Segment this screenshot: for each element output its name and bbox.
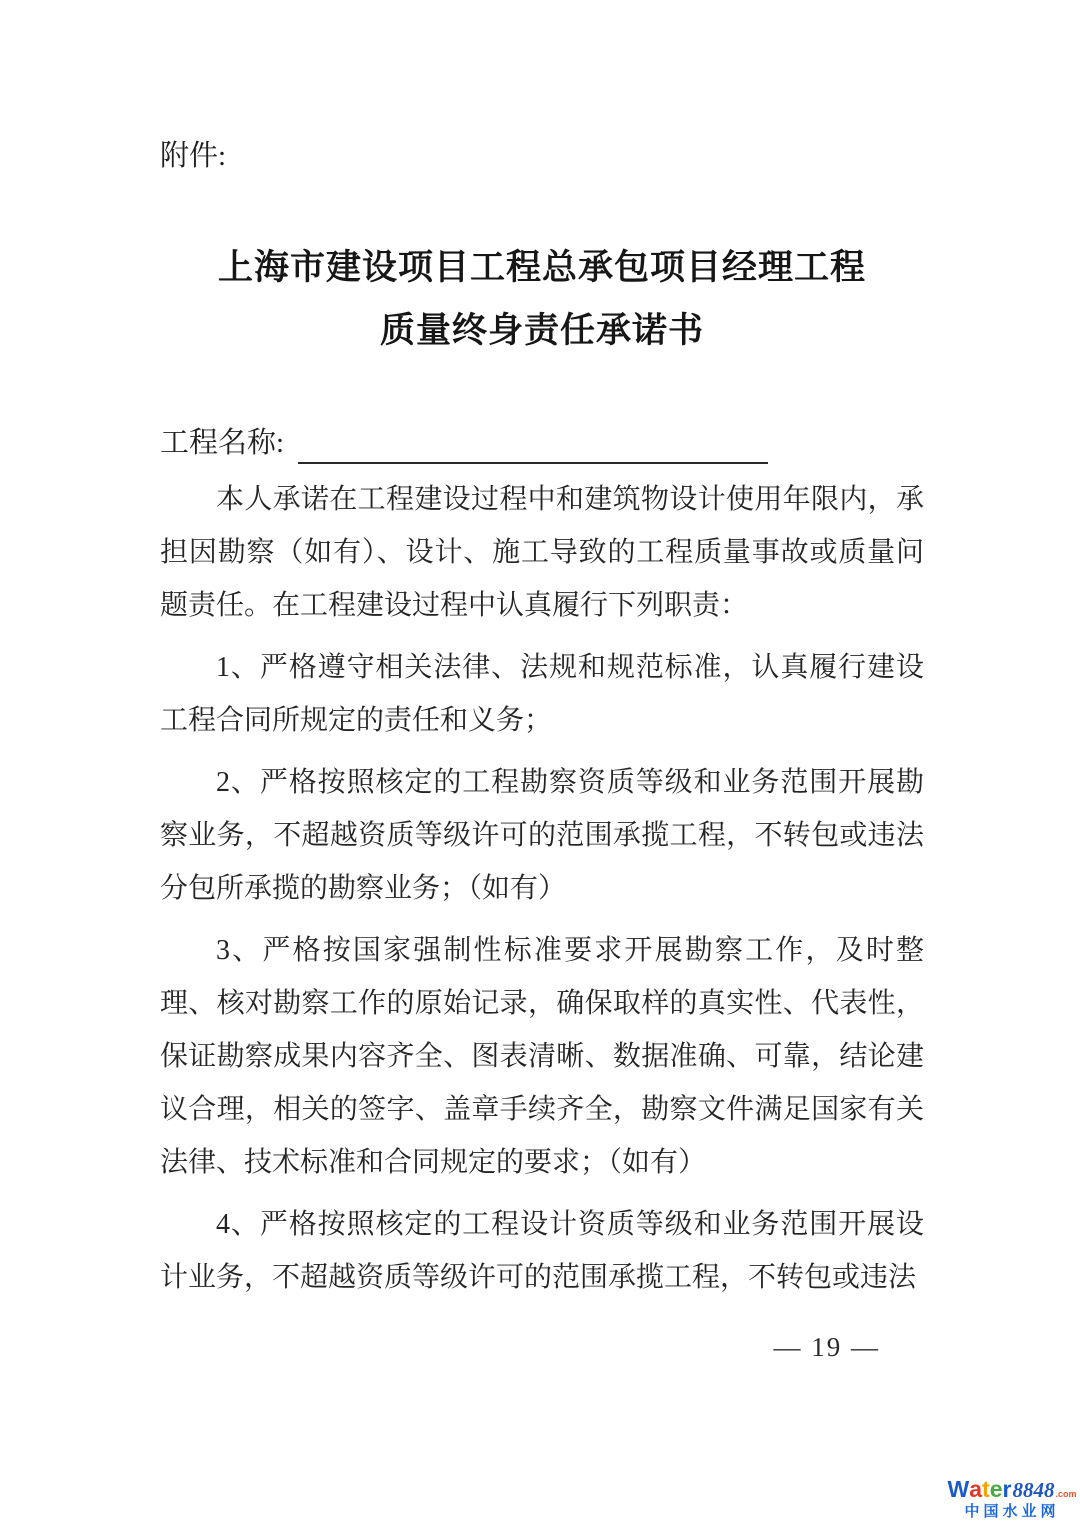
document-content — [160, 0, 924, 1304]
project-name-row — [160, 422, 924, 464]
document-title-line1: 上海市建设项目工程总承包项目经理工程 — [217, 248, 866, 287]
commitment-body — [160, 473, 924, 1304]
watermark-letter-w: W — [947, 1476, 970, 1502]
watermark-letter-t: t — [982, 1476, 990, 1502]
document-title-line2: 质量终身责任承诺书 — [379, 311, 704, 350]
watermark-tld: .com — [1055, 1489, 1077, 1499]
paragraph-item-4: 4、严格按照核定的工程设计资质等级和业务范围开展设计业务，不超越资质等级许可的范围承揽工程，不转包或违法 — [160, 1209, 924, 1293]
paragraph-item-3: 3、严格按国家强制性标准要求开展勘察工作，及时整理、核对勘察工作的原始记录，确保取样的真实性、代表性，保证勘察成果内容齐全、图表清晰、数据准确、可靠，结论建议合理，相关的签字、盖章手续齐全，勘察文件满足国家有关法律、技术标准和合同规定的要求；（如有） — [160, 935, 924, 1178]
paragraph-intro: 本人承诺在工程建设过程中和建筑物设计使用年限内，承担因勘察（如有）、设计、施工导致的工程质量事故或质量问题责任。在工程建设过程中认真履行下列职责： — [160, 484, 924, 621]
attachment-label: 附件: — [160, 140, 227, 172]
watermark-brand — [948, 1478, 1076, 1501]
page-number: — 19 — — [773, 1332, 880, 1362]
watermark-logo — [948, 1478, 1076, 1519]
paragraph-item-1: 1、严格遵守相关法律、法规和规范标准，认真履行建设工程合同所规定的责任和义务； — [160, 652, 924, 736]
watermark-number: 8848 — [1012, 1478, 1055, 1502]
project-name-blank — [298, 432, 768, 464]
paragraph-item-2: 2、严格按照核定的工程勘察资质等级和业务范围开展勘察业务，不超越资质等级许可的范围承揽工程，不转包或违法分包所承揽的勘察业务；（如有） — [160, 767, 924, 904]
document-title — [160, 236, 924, 362]
watermark-letter-a: a — [969, 1476, 983, 1502]
watermark-letter-r: r — [1002, 1476, 1012, 1502]
watermark-subtitle: 中国水业网 — [964, 1503, 1060, 1520]
project-name-label: 工程名称: — [160, 427, 285, 459]
watermark-letter-e: e — [989, 1476, 1003, 1502]
